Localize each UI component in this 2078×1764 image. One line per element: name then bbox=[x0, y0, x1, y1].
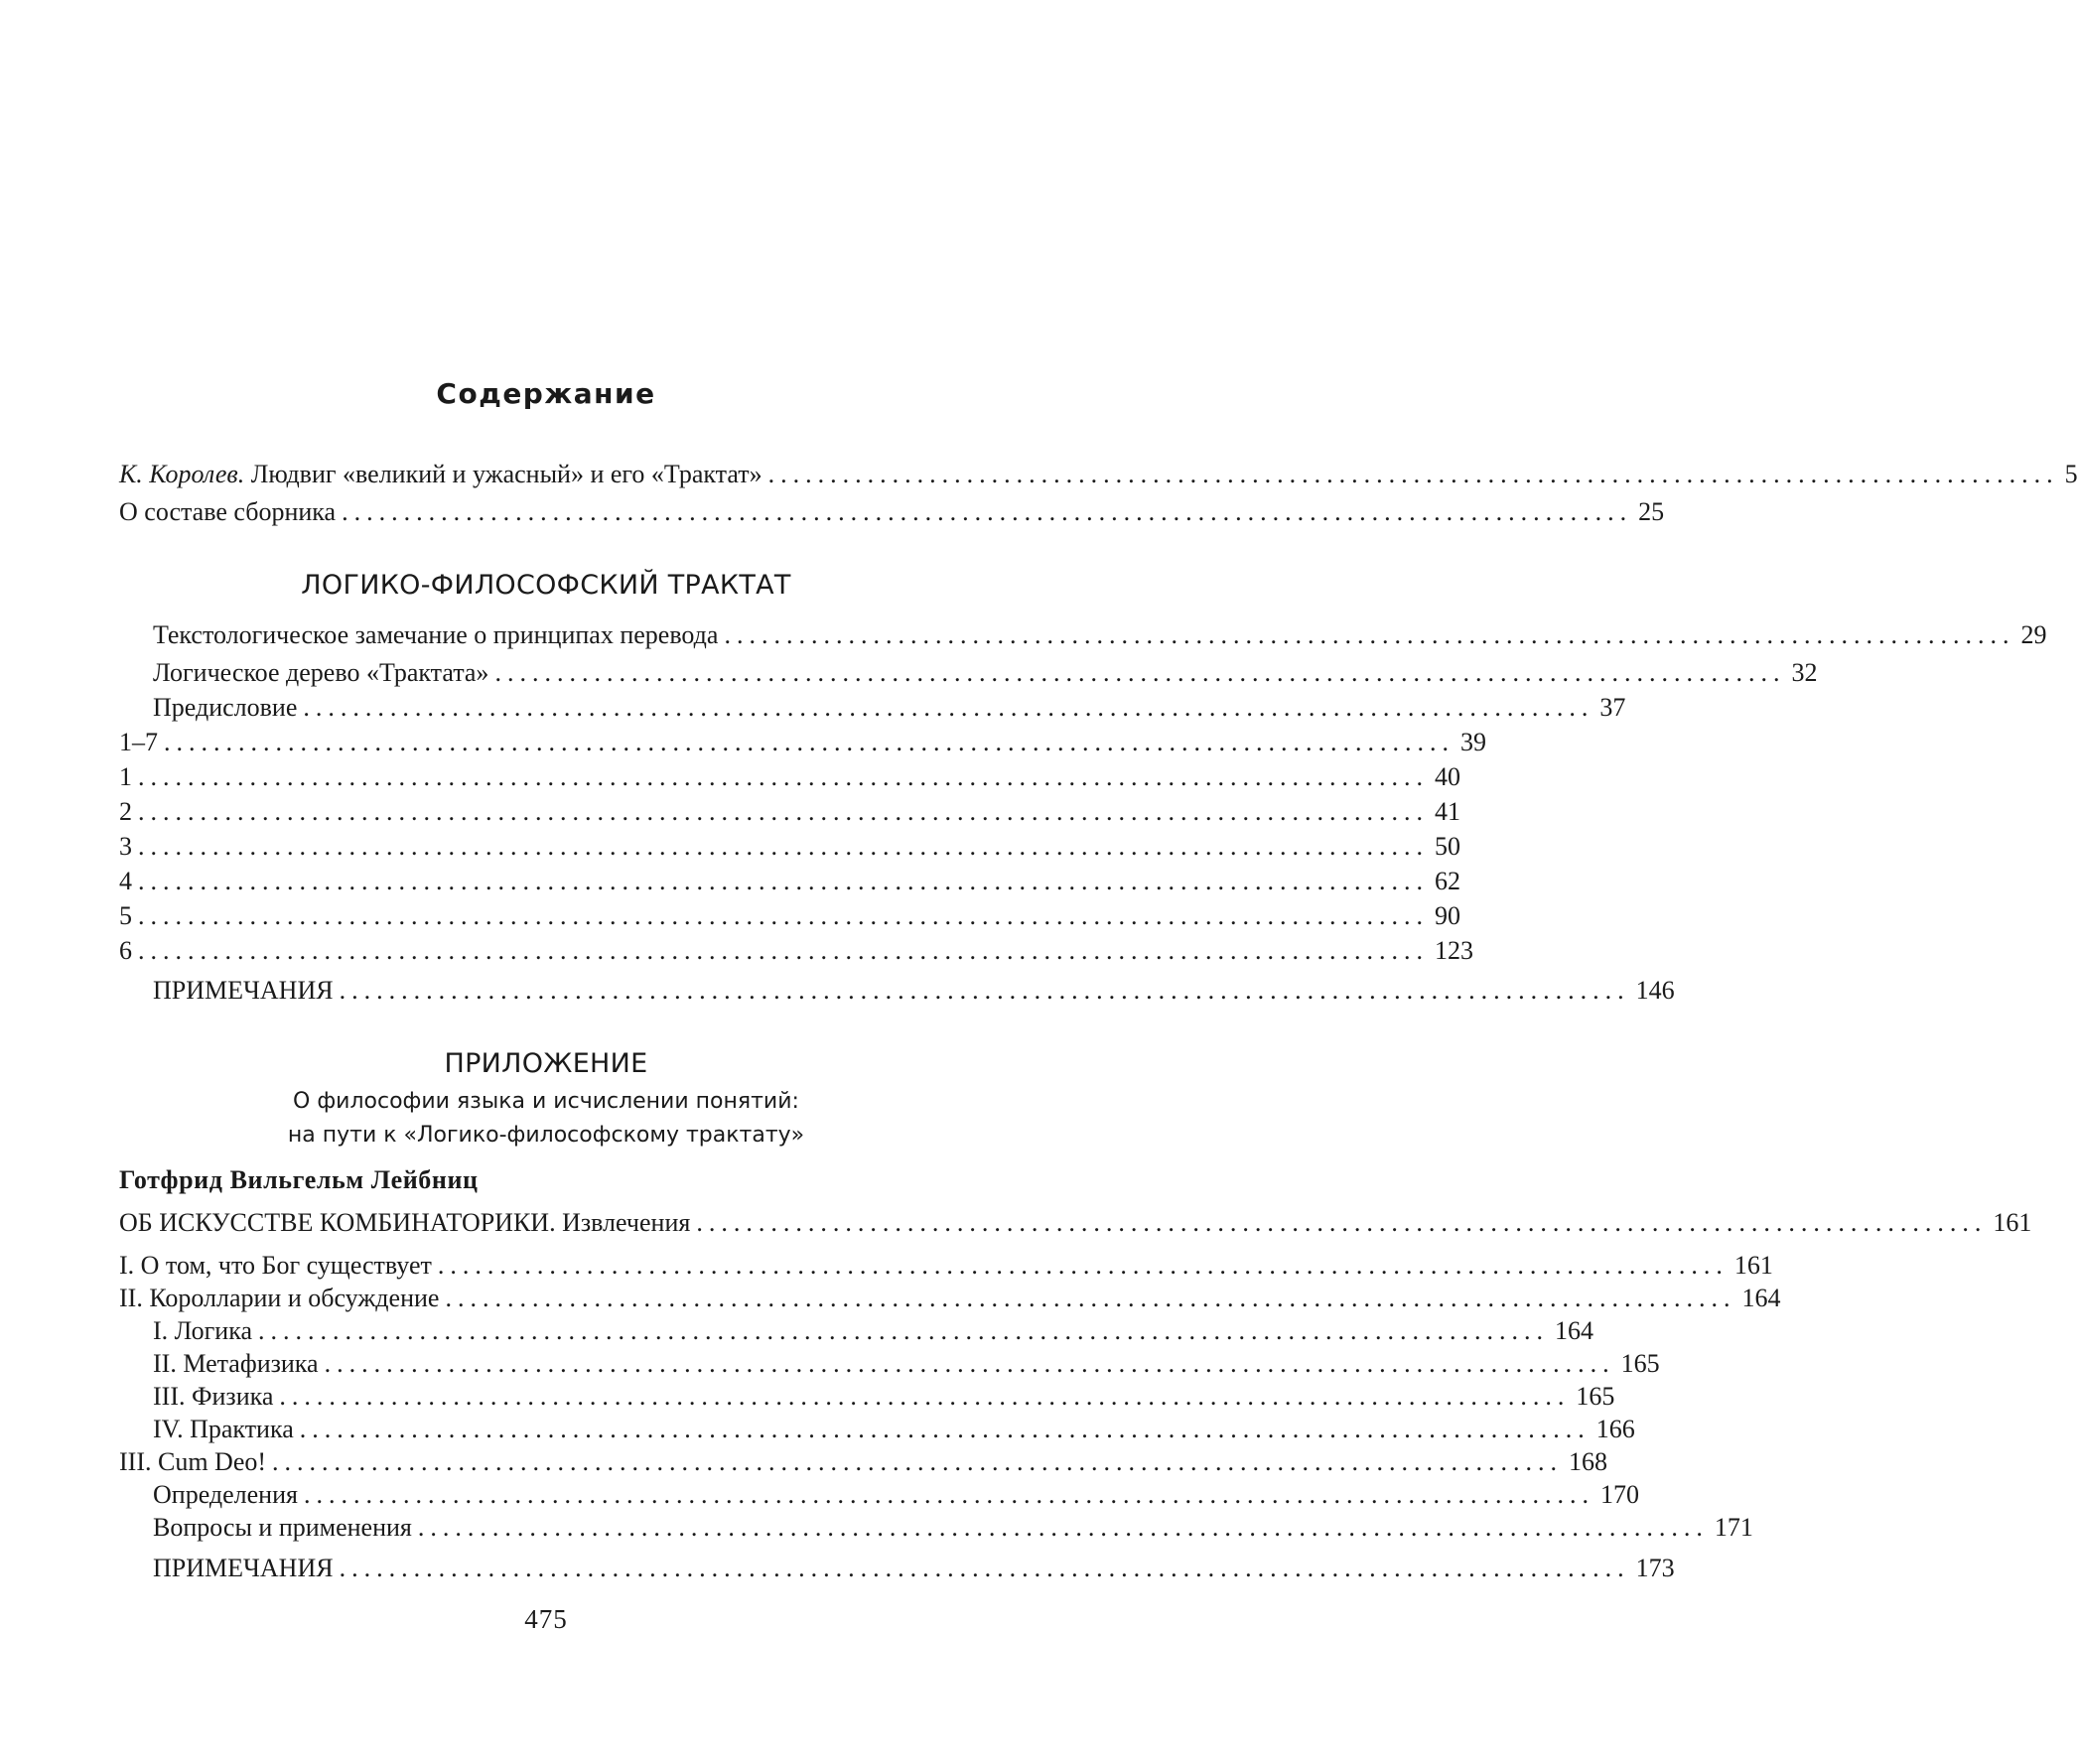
entry-label: О составе сборника bbox=[119, 497, 337, 526]
page-number: 62 bbox=[1435, 867, 1460, 895]
leader-dots: ........................................................................................................ bbox=[437, 1251, 1729, 1280]
leader-dots: ........................................................................................................ bbox=[258, 1316, 1550, 1345]
toc-entry: IV. Практика ........................................................................................................ 166 bbox=[153, 1413, 941, 1446]
toc-entry: 2 ........................................................................................................ 41 bbox=[119, 795, 941, 829]
toc-entry: 1–7 ........................................................................................................ 39 bbox=[119, 726, 941, 759]
leader-dots: ........................................................................................................ bbox=[138, 762, 1429, 791]
page-number: 146 bbox=[1635, 976, 1675, 1005]
toc-entry: II. Королларии и обсуждение ........................................................................................................ 164 bbox=[119, 1282, 941, 1315]
leader-dots: ........................................................................................................ bbox=[445, 1284, 1736, 1312]
toc-entry: I. Логика ........................................................................................................ 164 bbox=[153, 1314, 941, 1348]
page-number: 41 bbox=[1435, 797, 1460, 826]
leader-dots: ........................................................................................................ bbox=[303, 1480, 1594, 1509]
leader-dots: ........................................................................................................ bbox=[138, 936, 1429, 965]
toc-entry: 6 ........................................................................................................ 123 bbox=[119, 934, 941, 968]
page-number: 166 bbox=[1595, 1415, 1635, 1443]
author-name: Готфрид Вильгельм Лейбниц bbox=[119, 1165, 479, 1194]
leader-dots: ........................................................................................................ bbox=[724, 620, 2015, 649]
leader-dots: ........................................................................................................ bbox=[339, 1554, 1630, 1582]
page-number: 161 bbox=[1733, 1251, 1773, 1280]
page-number: 5 bbox=[2064, 460, 2078, 488]
appendix-subheading-line1: О философии языка и исчислении понятий: bbox=[293, 1089, 799, 1114]
toc-entry: I. О том, что Бог существует ........................................................................................................ 161 bbox=[119, 1249, 941, 1283]
page-number: 164 bbox=[1741, 1284, 1781, 1312]
leader-dots: ........................................................................................................ bbox=[696, 1208, 1988, 1237]
toc-title: Содержание bbox=[436, 377, 656, 410]
page-number: 173 bbox=[1635, 1554, 1675, 1582]
toc-entry: Вопросы и применения ........................................................................................................ 171 bbox=[153, 1511, 941, 1545]
toc-entry: 5 ........................................................................................................ 90 bbox=[119, 899, 941, 933]
leader-dots: ........................................................................................................ bbox=[279, 1382, 1571, 1411]
leader-dots: ........................................................................................................ bbox=[303, 693, 1594, 722]
page-number: 40 bbox=[1435, 762, 1460, 791]
toc-entry: Логическое дерево «Трактата» ........................................................................................................ 32 bbox=[153, 656, 941, 690]
leader-dots: ........................................................................................................ bbox=[272, 1447, 1564, 1476]
toc-entry: Текстологическое замечание о принципах перевода ........................................................................................................ 29 bbox=[153, 618, 941, 652]
page-number: 164 bbox=[1555, 1316, 1594, 1345]
toc-entry: III. Физика ........................................................................................................ 165 bbox=[153, 1380, 941, 1414]
page-number: 25 bbox=[1638, 497, 1665, 526]
leader-dots: ........................................................................................................ bbox=[138, 867, 1429, 895]
leader-dots: ........................................................................................................ bbox=[494, 658, 1786, 687]
leader-dots: ........................................................................................................ bbox=[417, 1513, 1709, 1542]
leader-dots: ........................................................................................................ bbox=[299, 1415, 1591, 1443]
leader-dots: ........................................................................................................ bbox=[164, 728, 1455, 756]
leader-dots: ........................................................................................................ bbox=[138, 832, 1429, 861]
page-number: 29 bbox=[2020, 620, 2047, 649]
leader-dots: ........................................................................................................ bbox=[138, 797, 1429, 826]
page-folio: 475 bbox=[524, 1604, 568, 1634]
appendix-subheading-line2: на пути к «Логико-философскому трактату» bbox=[287, 1123, 805, 1148]
toc-entry: 4 ........................................................................................................ 62 bbox=[119, 865, 941, 898]
page-number: 50 bbox=[1435, 832, 1460, 861]
page-number: 123 bbox=[1435, 936, 1473, 965]
entry-author: К. Королев. bbox=[119, 460, 245, 488]
toc-entry-notes: ПРИМЕЧАНИЯ ........................................................................................................ 173 bbox=[153, 1552, 941, 1585]
page-number: 161 bbox=[1993, 1208, 2032, 1237]
section-heading-appendix: ПРИЛОЖЕНИЕ bbox=[444, 1048, 648, 1079]
toc-entry: ОБ ИСКУССТВЕ КОМБИНАТОРИКИ. Извлечения ........................................................................................................ 161 bbox=[119, 1206, 941, 1240]
toc-entry: 1 ........................................................................................................ 40 bbox=[119, 760, 941, 794]
leader-dots: ........................................................................................................ bbox=[767, 460, 2059, 488]
page-number: 171 bbox=[1714, 1513, 1753, 1542]
toc-entry: II. Метафизика ........................................................................................................ 165 bbox=[153, 1347, 941, 1381]
toc-entry-composition bbox=[119, 495, 1665, 529]
toc-entry-notes: ПРИМЕЧАНИЯ ........................................................................................................ 146 bbox=[153, 974, 941, 1008]
page-number: 165 bbox=[1576, 1382, 1615, 1411]
leader-dots: ........................................................................................................ bbox=[339, 976, 1630, 1005]
entry-label: К. Королев. Людвиг «великий и ужасный» и его «Трактат» bbox=[119, 460, 762, 488]
leader-dots: ........................................................................................................ bbox=[138, 901, 1429, 930]
toc-entry: Определения ........................................................................................................ 170 bbox=[153, 1478, 941, 1512]
page-number: 165 bbox=[1620, 1349, 1660, 1378]
section-heading-tractatus: ЛОГИКО-ФИЛОСОФСКИЙ ТРАКТАТ bbox=[301, 570, 791, 601]
leader-dots: ........................................................................................................ bbox=[324, 1349, 1615, 1378]
page-number: 90 bbox=[1435, 901, 1460, 930]
page-number: 39 bbox=[1460, 728, 1486, 756]
page-number: 37 bbox=[1599, 693, 1626, 722]
toc-entry: 3 ........................................................................................................ 50 bbox=[119, 830, 941, 864]
leader-dots: ........................................................................................................ bbox=[342, 497, 1633, 526]
toc-entry: Предисловие ........................................................................................................ 37 bbox=[153, 691, 941, 725]
page-number: 32 bbox=[1791, 658, 1818, 687]
toc-entry: III. Cum Deo! ........................................................................................................ 168 bbox=[119, 1445, 941, 1479]
page-number: 168 bbox=[1569, 1447, 1608, 1476]
toc-entry-foreword bbox=[119, 458, 2078, 491]
page-number: 170 bbox=[1599, 1480, 1639, 1509]
